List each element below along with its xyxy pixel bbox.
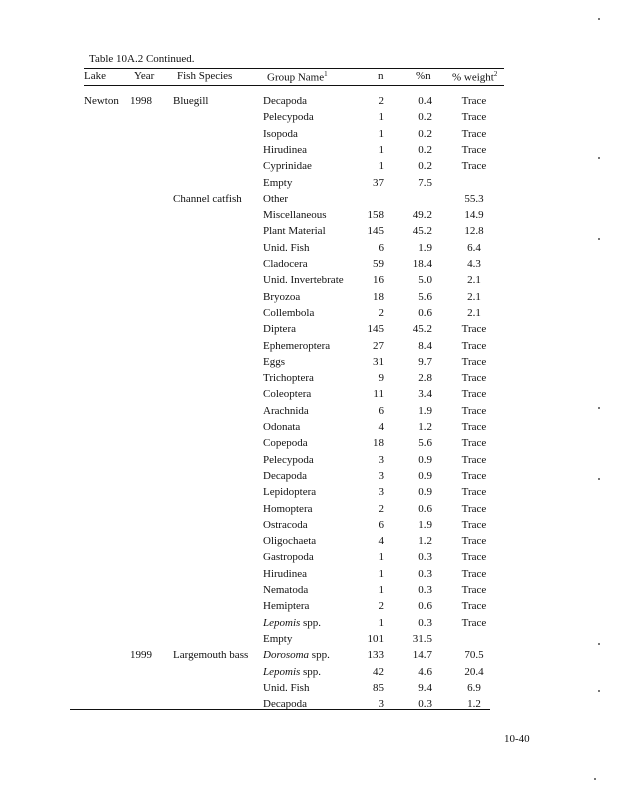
cell-n: 27 <box>373 340 384 352</box>
cell-group-name: Ephemeroptera <box>263 340 331 352</box>
cell-n: 6 <box>378 405 384 417</box>
cell-group-name <box>263 617 321 630</box>
cell-percent-n: 1.2 <box>418 421 432 433</box>
cell-n: 4 <box>378 421 384 433</box>
cell-n: 59 <box>373 258 384 270</box>
cell-percent-n: 9.7 <box>418 356 432 368</box>
cell-percent-weight: 4.3 <box>467 258 481 270</box>
taxon-genus: Dorosoma <box>263 649 310 661</box>
cell-percent-weight: Trace <box>461 128 487 140</box>
cell-percent-n: 0.9 <box>418 486 432 498</box>
cell-percent-weight: 6.9 <box>467 682 481 694</box>
cell-percent-n: 45.2 <box>412 225 432 237</box>
taxon-genus: Lepomis <box>263 617 301 629</box>
cell-n: 2 <box>378 307 384 319</box>
cell-percent-weight: Trace <box>461 405 487 417</box>
cell-percent-n: 7.5 <box>418 177 432 189</box>
cell-percent-weight: 12.8 <box>464 225 484 237</box>
cell-n: 145 <box>367 225 384 237</box>
cell-fish-species: Bluegill <box>173 95 209 107</box>
cell-group-name: Oligochaeta <box>263 535 317 547</box>
cell-group-name: Empty <box>263 177 293 189</box>
cell-n: 4 <box>378 535 384 547</box>
cell-group-name: Trichoptera <box>263 372 314 384</box>
cell-percent-n: 3.4 <box>418 388 432 400</box>
cell-percent-n: 1.2 <box>418 535 432 547</box>
cell-percent-n: 0.2 <box>418 111 432 123</box>
cell-lake: Newton <box>84 95 119 107</box>
cell-percent-n: 0.3 <box>418 551 432 563</box>
cell-n: 6 <box>378 242 384 254</box>
cell-n: 2 <box>378 95 384 107</box>
cell-n: 11 <box>373 388 384 400</box>
cell-percent-weight: Trace <box>461 454 487 466</box>
cell-percent-n: 0.6 <box>418 503 432 515</box>
cell-n: 2 <box>378 503 384 515</box>
cell-group-name <box>263 666 321 679</box>
header-group-name <box>267 70 328 84</box>
cell-n: 1 <box>378 568 384 580</box>
header-year: Year <box>134 70 155 82</box>
cell-n: 16 <box>373 274 384 286</box>
cell-percent-n: 31.5 <box>412 633 432 645</box>
cell-group-name: Decapoda <box>263 470 307 482</box>
taxon-suffix: spp. <box>300 617 322 629</box>
cell-percent-weight: 14.9 <box>464 209 484 221</box>
cell-group-name: Odonata <box>263 421 301 433</box>
cell-n: 1 <box>378 584 384 596</box>
cell-n: 31 <box>373 356 384 368</box>
cell-n: 1 <box>378 617 384 629</box>
cell-percent-weight: Trace <box>461 617 487 629</box>
cell-percent-weight: Trace <box>461 144 487 156</box>
cell-percent-weight: Trace <box>461 470 487 482</box>
cell-n: 6 <box>378 519 384 531</box>
cell-percent-weight: 2.1 <box>467 274 481 286</box>
cell-n: 101 <box>367 633 384 645</box>
cell-percent-weight: Trace <box>461 503 487 515</box>
cell-percent-n: 0.2 <box>418 144 432 156</box>
cell-percent-n: 45.2 <box>412 323 432 335</box>
cell-year: 1999 <box>130 649 152 661</box>
cell-group-name: Decapoda <box>263 95 307 107</box>
cell-n: 85 <box>373 682 384 694</box>
header-percent-weight-text: % weight <box>452 71 494 84</box>
cell-group-name: Homoptera <box>263 503 313 515</box>
table-caption: Table 10A.2 Continued. <box>89 53 195 65</box>
header-lake: Lake <box>84 70 106 82</box>
cell-n: 145 <box>367 323 384 335</box>
cell-percent-n: 1.9 <box>418 242 432 254</box>
cell-percent-weight: Trace <box>461 568 487 580</box>
cell-group-name: Collembola <box>263 307 315 319</box>
cell-percent-weight: Trace <box>461 600 487 612</box>
cell-n: 3 <box>378 698 384 710</box>
table-bottom-rule <box>70 709 490 710</box>
cell-percent-n: 5.6 <box>418 291 432 303</box>
cell-percent-weight: Trace <box>461 437 487 449</box>
cell-group-name: Plant Material <box>263 225 326 237</box>
cell-percent-n: 8.4 <box>418 340 432 352</box>
cell-group-name: Decapoda <box>263 698 307 710</box>
cell-percent-weight: Trace <box>461 551 487 563</box>
taxon-suffix: spp. <box>300 666 322 678</box>
cell-percent-weight: Trace <box>461 372 487 384</box>
scan-speck <box>594 778 596 780</box>
cell-group-name: Unid. Fish <box>263 242 310 254</box>
cell-percent-n: 5.0 <box>418 274 432 286</box>
cell-n: 133 <box>367 649 384 661</box>
cell-percent-weight: Trace <box>461 111 487 123</box>
cell-group-name: Unid. Invertebrate <box>263 274 344 286</box>
header-percent-weight <box>452 70 497 84</box>
page-number: 10-40 <box>504 733 530 745</box>
cell-group-name <box>263 649 330 662</box>
header-percent-weight-footnote: 2 <box>493 70 498 78</box>
cell-n: 37 <box>373 177 384 189</box>
cell-n: 3 <box>378 470 384 482</box>
cell-group-name: Lepidoptera <box>263 486 317 498</box>
cell-percent-weight: Trace <box>461 160 487 172</box>
cell-percent-weight: Trace <box>461 340 487 352</box>
cell-group-name: Cyprinidae <box>263 160 312 172</box>
header-fish-species: Fish Species <box>177 70 233 82</box>
cell-fish-species: Largemouth bass <box>173 649 249 661</box>
cell-n: 18 <box>373 291 384 303</box>
cell-group-name: Hemiptera <box>263 600 310 612</box>
cell-percent-n: 5.6 <box>418 437 432 449</box>
cell-group-name: Other <box>263 193 289 205</box>
cell-group-name: Eggs <box>263 356 285 368</box>
header-top-rule <box>84 68 504 69</box>
cell-percent-weight: 55.3 <box>464 193 484 205</box>
cell-group-name: Empty <box>263 633 293 645</box>
cell-percent-n: 0.9 <box>418 454 432 466</box>
cell-n: 1 <box>378 144 384 156</box>
cell-percent-n: 0.3 <box>418 698 432 710</box>
cell-group-name: Coleoptera <box>263 388 312 400</box>
taxon-suffix: spp. <box>309 649 330 661</box>
cell-percent-weight: Trace <box>461 421 487 433</box>
cell-group-name: Nematoda <box>263 584 309 596</box>
cell-percent-n: 0.2 <box>418 128 432 140</box>
cell-fish-species: Channel catfish <box>173 193 242 205</box>
cell-percent-weight: 2.1 <box>467 307 481 319</box>
cell-percent-weight: 6.4 <box>467 242 481 254</box>
cell-n: 9 <box>378 372 384 384</box>
cell-group-name: Isopoda <box>263 128 298 140</box>
cell-n: 3 <box>378 486 384 498</box>
cell-n: 1 <box>378 128 384 140</box>
cell-percent-weight: Trace <box>461 356 487 368</box>
header-percent-n: %n <box>416 70 431 82</box>
scan-speck <box>598 478 600 480</box>
scan-speck <box>598 690 600 692</box>
cell-percent-n: 0.2 <box>418 160 432 172</box>
taxon-genus: Lepomis <box>263 666 301 678</box>
header-n: n <box>378 70 384 82</box>
cell-percent-n: 0.3 <box>418 568 432 580</box>
cell-percent-weight: 2.1 <box>467 291 481 303</box>
cell-n: 2 <box>378 600 384 612</box>
cell-group-name: Hirudinea <box>263 568 307 580</box>
cell-percent-n: 2.8 <box>418 372 432 384</box>
cell-group-name: Miscellaneous <box>263 209 327 221</box>
cell-group-name: Ostracoda <box>263 519 308 531</box>
scan-speck <box>598 643 600 645</box>
cell-n: 1 <box>378 111 384 123</box>
cell-n: 3 <box>378 454 384 466</box>
cell-percent-weight: Trace <box>461 95 487 107</box>
cell-percent-n: 0.6 <box>418 307 432 319</box>
cell-group-name: Hirudinea <box>263 144 307 156</box>
scan-speck <box>598 18 600 20</box>
cell-percent-weight: Trace <box>461 519 487 531</box>
scan-speck <box>598 407 600 409</box>
cell-percent-n: 0.6 <box>418 600 432 612</box>
cell-group-name: Cladocera <box>263 258 308 270</box>
cell-n: 1 <box>378 160 384 172</box>
header-bottom-rule <box>84 85 504 86</box>
cell-group-name: Gastropoda <box>263 551 314 563</box>
cell-percent-weight: 20.4 <box>464 666 484 678</box>
cell-percent-n: 1.9 <box>418 519 432 531</box>
cell-group-name: Unid. Fish <box>263 682 310 694</box>
cell-percent-n: 14.7 <box>412 649 432 661</box>
cell-percent-weight: Trace <box>461 388 487 400</box>
scan-speck <box>598 238 600 240</box>
cell-percent-n: 0.9 <box>418 470 432 482</box>
cell-percent-n: 0.4 <box>418 95 432 107</box>
cell-percent-n: 18.4 <box>412 258 432 270</box>
cell-percent-n: 0.3 <box>418 584 432 596</box>
cell-n: 158 <box>367 209 384 221</box>
cell-group-name: Arachnida <box>263 405 309 417</box>
cell-percent-n: 9.4 <box>418 682 432 694</box>
header-group-name-text: Group Name <box>267 71 325 84</box>
cell-percent-weight: Trace <box>461 486 487 498</box>
cell-group-name: Pelecypoda <box>263 454 314 466</box>
scan-speck <box>598 157 600 159</box>
cell-percent-weight: Trace <box>461 323 487 335</box>
header-group-name-footnote: 1 <box>324 70 328 78</box>
cell-n: 42 <box>373 666 384 678</box>
cell-year: 1998 <box>130 95 152 107</box>
cell-percent-weight: Trace <box>461 535 487 547</box>
cell-percent-n: 1.9 <box>418 405 432 417</box>
cell-percent-weight: 70.5 <box>464 649 484 661</box>
cell-group-name: Bryozoa <box>263 291 301 303</box>
cell-n: 1 <box>378 551 384 563</box>
cell-group-name: Diptera <box>263 323 296 335</box>
cell-group-name: Pelecypoda <box>263 111 314 123</box>
cell-group-name: Copepoda <box>263 437 308 449</box>
cell-percent-weight: 1.2 <box>467 698 481 710</box>
cell-percent-n: 4.6 <box>418 666 432 678</box>
cell-n: 18 <box>373 437 384 449</box>
cell-percent-n: 0.3 <box>418 617 432 629</box>
cell-percent-n: 49.2 <box>412 209 432 221</box>
cell-percent-weight: Trace <box>461 584 487 596</box>
